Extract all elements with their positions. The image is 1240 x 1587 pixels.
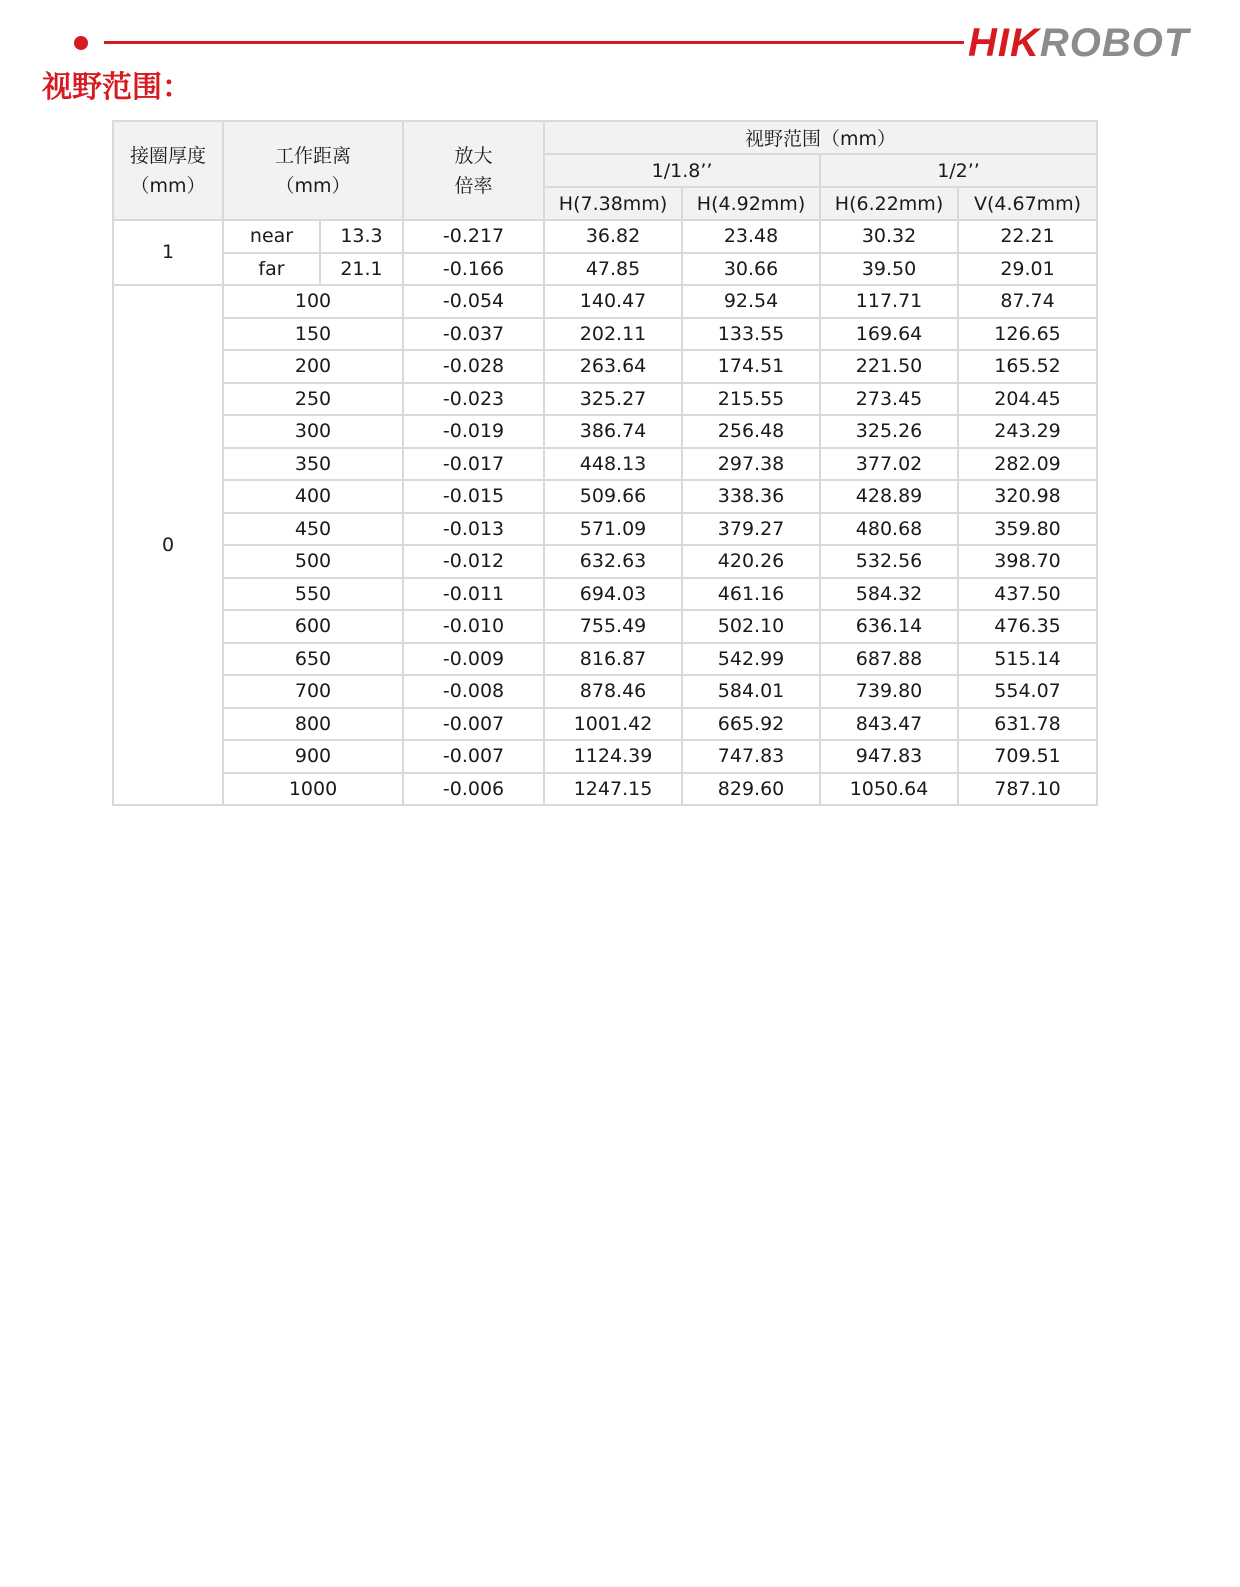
cell-working-distance: 21.1 bbox=[320, 253, 403, 286]
cell-fov-b-h: 947.83 bbox=[820, 740, 958, 773]
cell-magnification: -0.217 bbox=[403, 220, 544, 253]
cell-fov-a-h: 36.82 bbox=[544, 220, 682, 253]
cell-fov-b-h: 39.50 bbox=[820, 253, 958, 286]
table-row bbox=[113, 675, 1097, 708]
header-working-distance bbox=[223, 121, 403, 220]
header-col-b-h: H(6.22mm) bbox=[820, 187, 958, 220]
cell-fov-a-v: 338.36 bbox=[682, 480, 820, 513]
cell-magnification: -0.008 bbox=[403, 675, 544, 708]
cell-working-distance: 550 bbox=[223, 578, 403, 611]
cell-fov-a-v: 665.92 bbox=[682, 708, 820, 741]
table-row bbox=[113, 610, 1097, 643]
cell-fov-b-v: 631.78 bbox=[958, 708, 1097, 741]
table-row bbox=[113, 285, 1097, 318]
cell-working-distance: 100 bbox=[223, 285, 403, 318]
cell-fov-a-v: 92.54 bbox=[682, 285, 820, 318]
table-row bbox=[113, 318, 1097, 351]
cell-fov-a-v: 747.83 bbox=[682, 740, 820, 773]
cell-fov-a-v: 502.10 bbox=[682, 610, 820, 643]
cell-magnification: -0.023 bbox=[403, 383, 544, 416]
cell-fov-a-h: 694.03 bbox=[544, 578, 682, 611]
hikrobot-logo bbox=[968, 18, 1189, 68]
cell-fov-a-h: 140.47 bbox=[544, 285, 682, 318]
table-body bbox=[113, 220, 1097, 805]
table-row bbox=[113, 220, 1097, 253]
cell-fov-a-h: 509.66 bbox=[544, 480, 682, 513]
cell-fov-a-v: 379.27 bbox=[682, 513, 820, 546]
cell-working-distance: 600 bbox=[223, 610, 403, 643]
cell-fov-b-v: 787.10 bbox=[958, 773, 1097, 806]
cell-fov-a-v: 420.26 bbox=[682, 545, 820, 578]
cell-magnification: -0.013 bbox=[403, 513, 544, 546]
cell-fov-a-v: 133.55 bbox=[682, 318, 820, 351]
cell-fov-a-h: 202.11 bbox=[544, 318, 682, 351]
cell-working-distance: 150 bbox=[223, 318, 403, 351]
header-sensor-1-1-8: 1/1.8’’ bbox=[544, 154, 820, 187]
cell-fov-b-v: 22.21 bbox=[958, 220, 1097, 253]
cell-fov-a-h: 755.49 bbox=[544, 610, 682, 643]
cell-magnification: -0.012 bbox=[403, 545, 544, 578]
cell-fov-b-v: 243.29 bbox=[958, 415, 1097, 448]
cell-distance-label: far bbox=[223, 253, 320, 286]
cell-fov-b-h: 480.68 bbox=[820, 513, 958, 546]
cell-fov-a-h: 325.27 bbox=[544, 383, 682, 416]
header-col-a-h: H(7.38mm) bbox=[544, 187, 682, 220]
cell-fov-a-h: 816.87 bbox=[544, 643, 682, 676]
cell-working-distance: 400 bbox=[223, 480, 403, 513]
cell-fov-b-h: 169.64 bbox=[820, 318, 958, 351]
cell-fov-a-v: 461.16 bbox=[682, 578, 820, 611]
cell-working-distance: 200 bbox=[223, 350, 403, 383]
cell-fov-b-h: 739.80 bbox=[820, 675, 958, 708]
cell-fov-a-h: 1247.15 bbox=[544, 773, 682, 806]
cell-fov-b-v: 476.35 bbox=[958, 610, 1097, 643]
cell-fov-a-h: 263.64 bbox=[544, 350, 682, 383]
table-row bbox=[113, 480, 1097, 513]
table-row bbox=[113, 383, 1097, 416]
cell-fov-a-h: 1124.39 bbox=[544, 740, 682, 773]
header-sensor-1-2: 1/2’’ bbox=[820, 154, 1097, 187]
header-field-of-view: 视野范围（mm） bbox=[544, 121, 1097, 154]
cell-fov-b-v: 554.07 bbox=[958, 675, 1097, 708]
cell-fov-b-h: 273.45 bbox=[820, 383, 958, 416]
cell-working-distance: 800 bbox=[223, 708, 403, 741]
cell-magnification: -0.019 bbox=[403, 415, 544, 448]
header-col-b-v: V(4.67mm) bbox=[958, 187, 1097, 220]
table-row bbox=[113, 448, 1097, 481]
header-ring-thickness-unit: （mm） bbox=[130, 174, 206, 197]
cell-fov-a-h: 448.13 bbox=[544, 448, 682, 481]
table-header bbox=[113, 121, 1097, 220]
cell-fov-b-v: 398.70 bbox=[958, 545, 1097, 578]
cell-working-distance: 500 bbox=[223, 545, 403, 578]
cell-fov-a-v: 174.51 bbox=[682, 350, 820, 383]
cell-fov-b-h: 325.26 bbox=[820, 415, 958, 448]
cell-magnification: -0.007 bbox=[403, 740, 544, 773]
cell-distance-label: near bbox=[223, 220, 320, 253]
field-of-view-table bbox=[112, 120, 1098, 806]
cell-fov-a-v: 256.48 bbox=[682, 415, 820, 448]
header-working-distance-label: 工作距离 bbox=[275, 144, 352, 167]
cell-ring-thickness: 0 bbox=[113, 285, 223, 805]
table-row bbox=[113, 578, 1097, 611]
header-ring-thickness bbox=[113, 121, 223, 220]
cell-working-distance: 300 bbox=[223, 415, 403, 448]
cell-magnification: -0.017 bbox=[403, 448, 544, 481]
header-ring-thickness-label: 接圈厚度 bbox=[129, 144, 206, 167]
cell-fov-b-h: 377.02 bbox=[820, 448, 958, 481]
cell-fov-a-h: 386.74 bbox=[544, 415, 682, 448]
cell-fov-b-v: 515.14 bbox=[958, 643, 1097, 676]
logo-part-hik: HIK bbox=[968, 21, 1040, 65]
cell-fov-a-v: 23.48 bbox=[682, 220, 820, 253]
cell-fov-a-v: 30.66 bbox=[682, 253, 820, 286]
cell-magnification: -0.011 bbox=[403, 578, 544, 611]
table-row bbox=[113, 350, 1097, 383]
cell-fov-b-h: 532.56 bbox=[820, 545, 958, 578]
cell-magnification: -0.054 bbox=[403, 285, 544, 318]
cell-working-distance: 350 bbox=[223, 448, 403, 481]
table-row bbox=[113, 513, 1097, 546]
cell-fov-a-v: 215.55 bbox=[682, 383, 820, 416]
table-row bbox=[113, 740, 1097, 773]
cell-fov-b-h: 1050.64 bbox=[820, 773, 958, 806]
cell-magnification: -0.006 bbox=[403, 773, 544, 806]
cell-fov-a-v: 542.99 bbox=[682, 643, 820, 676]
cell-working-distance: 13.3 bbox=[320, 220, 403, 253]
section-title: 视野范围： bbox=[42, 70, 192, 105]
table-row bbox=[113, 708, 1097, 741]
cell-fov-b-h: 687.88 bbox=[820, 643, 958, 676]
header-magnification bbox=[403, 121, 544, 220]
cell-fov-a-v: 584.01 bbox=[682, 675, 820, 708]
cell-fov-b-v: 437.50 bbox=[958, 578, 1097, 611]
cell-fov-b-v: 359.80 bbox=[958, 513, 1097, 546]
cell-fov-b-v: 87.74 bbox=[958, 285, 1097, 318]
cell-working-distance: 700 bbox=[223, 675, 403, 708]
cell-fov-b-v: 204.45 bbox=[958, 383, 1097, 416]
cell-fov-b-v: 126.65 bbox=[958, 318, 1097, 351]
table-row bbox=[113, 253, 1097, 286]
red-bullet-dot bbox=[74, 36, 88, 50]
cell-fov-b-h: 30.32 bbox=[820, 220, 958, 253]
cell-fov-b-v: 165.52 bbox=[958, 350, 1097, 383]
cell-fov-b-h: 117.71 bbox=[820, 285, 958, 318]
cell-fov-a-h: 1001.42 bbox=[544, 708, 682, 741]
table-row bbox=[113, 415, 1097, 448]
cell-magnification: -0.010 bbox=[403, 610, 544, 643]
cell-fov-b-h: 843.47 bbox=[820, 708, 958, 741]
cell-fov-b-h: 584.32 bbox=[820, 578, 958, 611]
table-row bbox=[113, 545, 1097, 578]
cell-fov-b-v: 320.98 bbox=[958, 480, 1097, 513]
cell-fov-a-h: 632.63 bbox=[544, 545, 682, 578]
cell-fov-b-h: 636.14 bbox=[820, 610, 958, 643]
cell-magnification: -0.015 bbox=[403, 480, 544, 513]
cell-magnification: -0.037 bbox=[403, 318, 544, 351]
cell-magnification: -0.009 bbox=[403, 643, 544, 676]
cell-fov-a-v: 297.38 bbox=[682, 448, 820, 481]
cell-fov-a-h: 47.85 bbox=[544, 253, 682, 286]
cell-fov-b-h: 428.89 bbox=[820, 480, 958, 513]
cell-magnification: -0.166 bbox=[403, 253, 544, 286]
cell-fov-a-h: 878.46 bbox=[544, 675, 682, 708]
cell-working-distance: 250 bbox=[223, 383, 403, 416]
table-row bbox=[113, 643, 1097, 676]
cell-fov-b-v: 29.01 bbox=[958, 253, 1097, 286]
header-working-distance-unit: （mm） bbox=[275, 174, 351, 197]
header-magnification-line1: 放大 bbox=[454, 144, 493, 167]
logo-part-robot: ROBOT bbox=[1039, 21, 1190, 65]
cell-working-distance: 450 bbox=[223, 513, 403, 546]
header-magnification-line2: 倍率 bbox=[454, 174, 493, 197]
table-row bbox=[113, 773, 1097, 806]
cell-fov-b-v: 282.09 bbox=[958, 448, 1097, 481]
cell-working-distance: 900 bbox=[223, 740, 403, 773]
cell-working-distance: 650 bbox=[223, 643, 403, 676]
cell-fov-a-v: 829.60 bbox=[682, 773, 820, 806]
cell-ring-thickness: 1 bbox=[113, 220, 223, 285]
cell-magnification: -0.028 bbox=[403, 350, 544, 383]
cell-working-distance: 1000 bbox=[223, 773, 403, 806]
cell-fov-b-v: 709.51 bbox=[958, 740, 1097, 773]
header-divider-line bbox=[104, 41, 964, 44]
cell-magnification: -0.007 bbox=[403, 708, 544, 741]
cell-fov-b-h: 221.50 bbox=[820, 350, 958, 383]
cell-fov-a-h: 571.09 bbox=[544, 513, 682, 546]
header-col-a-v: H(4.92mm) bbox=[682, 187, 820, 220]
